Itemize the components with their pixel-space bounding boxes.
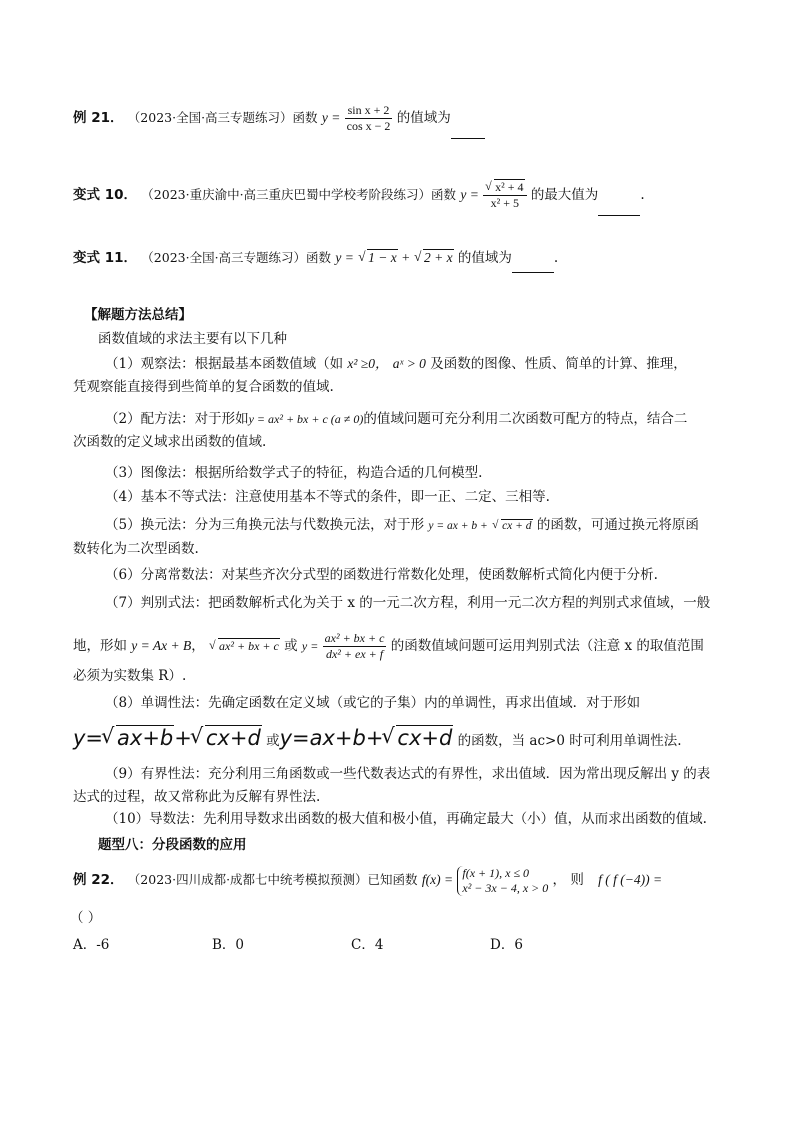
option-value: 6 <box>514 937 523 953</box>
math-big: y=ax+b+ <box>279 726 384 750</box>
question-tail: 的最大值为 <box>530 187 599 203</box>
method-text: （3）图像法：根据所给数学式子的特征，构造合适的几何模型. <box>105 465 483 481</box>
option-c[interactable] <box>351 933 383 953</box>
answer-parentheses: （ ） <box>70 910 102 926</box>
question-tail: 的值域为 <box>396 110 451 126</box>
method-text: 的函数，当 ac>0 时可利用单调性法. <box>457 733 682 749</box>
radicand: cx + d <box>502 520 532 532</box>
sqrt <box>485 180 524 195</box>
method-text: 地，形如 <box>73 638 127 654</box>
fraction-denominator: dx² + ex + f <box>325 647 384 661</box>
method-text: 数转化为二次型函数. <box>73 541 199 557</box>
method-text: 次函数的定义域求出函数的值域. <box>73 434 267 450</box>
method-9 <box>73 763 733 809</box>
math-inline: y = ax + b + <box>428 520 488 532</box>
sqrt <box>103 718 174 758</box>
fraction-denominator: cos x − 2 <box>346 119 391 133</box>
option-letter: C． <box>351 937 375 953</box>
math-lhs: y = <box>335 250 354 265</box>
method-text: （4）基本不等式法：注意使用基本不等式的条件，即一正、二定、三相等. <box>105 489 550 505</box>
math-inline: y = ax² + bx + c (a ≠ 0) <box>248 412 364 426</box>
answer-blank <box>451 98 485 139</box>
example-source: （2023·四川成都·成都七中统考模拟预测）已知函数 <box>127 872 418 887</box>
example-21 <box>73 98 485 138</box>
fraction-denominator: x² + 5 <box>490 196 520 210</box>
math-inline: x² ≥0， <box>347 356 389 371</box>
option-b[interactable] <box>212 933 244 953</box>
or-text: 或 <box>266 733 280 749</box>
method-8 <box>73 692 733 715</box>
option-letter: B． <box>212 937 236 953</box>
variant-source: （2023·重庆渝中·高三重庆巴蜀中学校考阶段练习）函数 <box>141 187 457 202</box>
fraction-numerator <box>483 180 526 196</box>
variant-source: （2023·全国·高三专题练习）函数 <box>141 250 332 265</box>
method-text: 达式的过程，故又常称此为反解有界性法. <box>73 789 321 805</box>
fraction-numerator: sin x + 2 <box>345 103 393 119</box>
sqrt <box>414 244 454 272</box>
example-label: 例 22． <box>73 872 124 888</box>
section-heading: 题型八：分段函数的应用 <box>98 837 247 853</box>
math-inline: aˣ > 0 <box>392 356 426 371</box>
method-10 <box>73 808 733 831</box>
period: . <box>640 187 645 203</box>
sqrt <box>383 718 453 758</box>
option-letter: D． <box>490 937 515 953</box>
fraction-numerator: ax² + bx + c <box>324 631 385 645</box>
example-source: （2023·全国·高三专题练习）函数 <box>127 110 318 125</box>
summary-intro: 函数值域的求法主要有以下几种 <box>98 331 287 347</box>
math-lhs: y = <box>460 187 479 202</box>
math-inline: y = Ax + B <box>131 638 192 653</box>
question-text: ， 则 <box>552 872 584 888</box>
option-value: 0 <box>235 937 245 953</box>
sqrt <box>492 515 532 538</box>
sqrt <box>358 244 398 272</box>
answer-blank <box>512 244 554 273</box>
method-text: （2）配方法：对于形如 <box>105 411 249 427</box>
summary-heading: 【解题方法总结】 <box>84 307 192 323</box>
option-a[interactable] <box>73 933 109 953</box>
piecewise-case: x² − 3x − 4, x > 0 <box>462 880 549 895</box>
method-text: 的函数，可通过换元将原函 <box>536 517 699 533</box>
option-value: -6 <box>96 937 110 953</box>
method-5 <box>73 514 733 561</box>
fraction <box>323 631 387 662</box>
radicand: cx+d <box>205 726 261 750</box>
method-text: （1）观察法：根据最基本函数值域（如 <box>105 356 344 372</box>
example-22 <box>73 858 662 902</box>
option-letter: A． <box>73 937 97 953</box>
method-text: 的值域问题可充分利用二次函数可配方的特点，结合二 <box>363 411 688 427</box>
or-text: 或 <box>284 638 298 654</box>
variant-11 <box>73 244 558 272</box>
method-text: （10）导数法：先利用导数求出函数的极大值和极小值，再确定最大（小）值，从而求出函数的值域. <box>105 811 707 827</box>
fraction <box>483 180 526 211</box>
method-text: （5）换元法：分为三角换元法与代数换元法，对于形 <box>105 517 425 533</box>
variant-label: 变式 10． <box>73 187 137 203</box>
period: . <box>553 250 559 266</box>
option-d[interactable] <box>490 933 523 953</box>
method-1 <box>73 352 733 399</box>
radicand: cx+d <box>397 726 453 750</box>
comma: ， <box>191 638 205 654</box>
sqrt <box>192 718 262 758</box>
method-text: 及函数的图像、性质、简单的计算、推理， <box>430 356 687 372</box>
fraction <box>345 103 393 134</box>
radicand: x² + 4 <box>495 180 524 194</box>
piecewise-brace <box>457 866 548 896</box>
method-text: （6）分离常数法：对某些齐次分式型的函数进行常数化处理，使函数解析式简化内便于分析. <box>105 567 658 583</box>
plus-sign: + <box>174 726 192 750</box>
radicand: ax+b <box>117 726 174 750</box>
method-text: 凭观察能直接得到些简单的复合函数的值域. <box>73 379 334 395</box>
answer-blank <box>598 175 640 216</box>
example-label: 例 21． <box>73 110 124 126</box>
method-3 <box>73 462 733 485</box>
math-inline: f ( f (−4)) = <box>598 872 663 887</box>
method-6 <box>73 564 733 587</box>
question-tail: 的值域为 <box>457 250 512 266</box>
method-8-formula-line <box>73 718 682 758</box>
method-text: （8）单调性法：先确定函数在定义域（或它的子集）内的单调性，再求出值域．对于形如 <box>105 695 641 711</box>
math-lhs: y = <box>301 639 319 653</box>
method-7-formula-line <box>73 622 704 670</box>
option-value: 4 <box>374 937 384 953</box>
method-7 <box>73 592 733 615</box>
sqrt <box>209 622 280 670</box>
radicand: 2 + x <box>423 250 453 265</box>
method-text: （7）判别式法：把函数解析式化为关于 x 的一元二次方程，利用一元二次方程的判别式求值域，一般 <box>105 595 711 611</box>
variant-10 <box>73 175 645 215</box>
radicand: ax² + bx + c <box>219 639 279 653</box>
method-text: （9）有界性法：充分利用三角函数或一些代数表达式的有界性，求出值域．因为常出现反解出 y 的表 <box>105 766 711 782</box>
math-lhs: y = <box>321 110 341 125</box>
method-text: 的函数值域问题可运用判别式法（注意 x 的取值范围 <box>390 638 704 654</box>
method-2 <box>73 408 733 454</box>
piecewise-case: f(x + 1), x ≤ 0 <box>462 865 530 880</box>
plus-sign: + <box>402 250 410 265</box>
method-7-end: 必须为实数集 R）. <box>73 668 187 684</box>
method-4 <box>73 486 733 509</box>
radicand: 1 − x <box>368 250 397 265</box>
variant-label: 变式 11． <box>73 250 137 266</box>
math-lhs: f(x) = <box>421 872 454 887</box>
math-big: y= <box>73 726 104 750</box>
